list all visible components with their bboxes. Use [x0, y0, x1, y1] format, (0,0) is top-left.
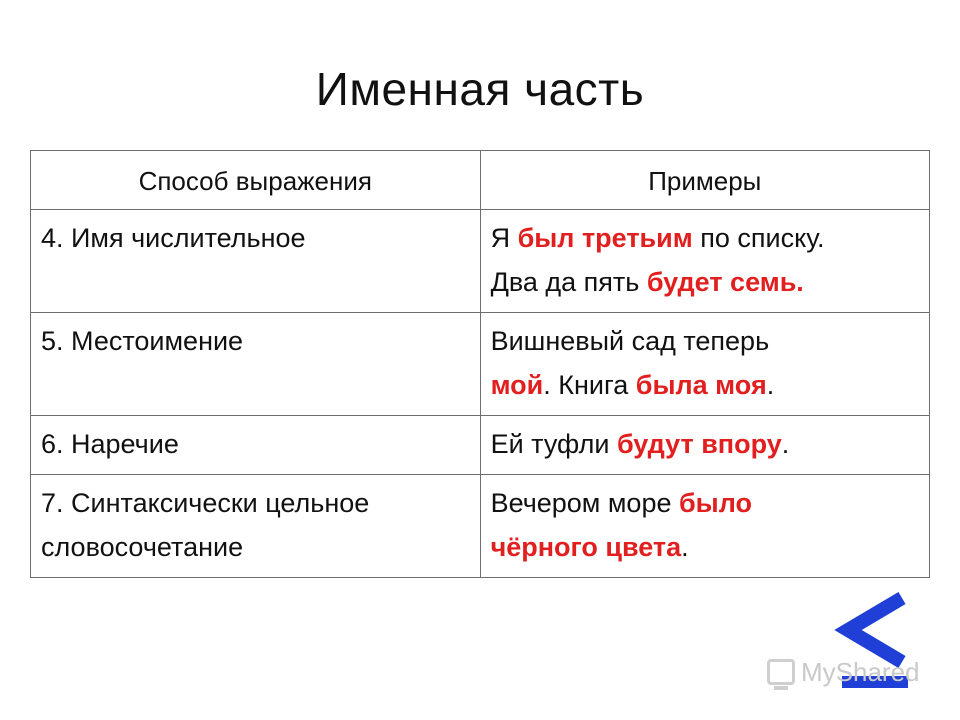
example-text: Ей туфли: [490, 429, 617, 459]
method-cell: 5. Местоимение: [31, 313, 481, 416]
method-cell: 7. Синтаксически цельное словосочетание: [31, 475, 481, 578]
example-text: по списку.: [692, 223, 825, 253]
example-text: . Книга: [543, 370, 636, 400]
table-header-row: [31, 151, 930, 210]
highlighted-predicate: была моя: [635, 370, 767, 400]
example-cell: [480, 416, 929, 475]
table-row: [31, 475, 930, 578]
example-cell: [480, 313, 929, 416]
example-text: .: [681, 532, 689, 562]
highlighted-predicate: был третьим: [517, 223, 693, 253]
header-examples: Примеры: [480, 151, 929, 210]
slide-title: Именная часть: [315, 63, 645, 115]
example-text: Вечером море: [490, 488, 679, 518]
method-cell: 6. Наречие: [31, 416, 481, 475]
watermark-text: MyShared: [801, 656, 920, 687]
highlighted-predicate: будет семь.: [646, 267, 804, 297]
example-cell: [480, 475, 929, 578]
method-cell: 4. Имя числительное: [31, 210, 481, 313]
highlighted-predicate: мой: [490, 370, 544, 400]
table-row: [31, 313, 930, 416]
presentation-icon: [767, 659, 795, 685]
table-row: [31, 416, 930, 475]
header-method: Способ выражения: [31, 151, 481, 210]
example-text: Два да пять: [490, 267, 647, 297]
watermark: [767, 656, 920, 688]
example-text: .: [766, 370, 775, 400]
example-text: .: [781, 429, 790, 459]
highlighted-predicate: будут впору: [616, 429, 782, 459]
table-row: [31, 210, 930, 313]
table-body: [31, 210, 930, 578]
highlighted-predicate: было: [678, 488, 753, 518]
expression-table: [30, 150, 930, 578]
highlighted-predicate: чёрного цвета: [490, 532, 682, 562]
example-text: Вишневый сад теперь: [490, 326, 770, 356]
example-text: Я: [490, 223, 518, 253]
example-cell: [480, 210, 929, 313]
